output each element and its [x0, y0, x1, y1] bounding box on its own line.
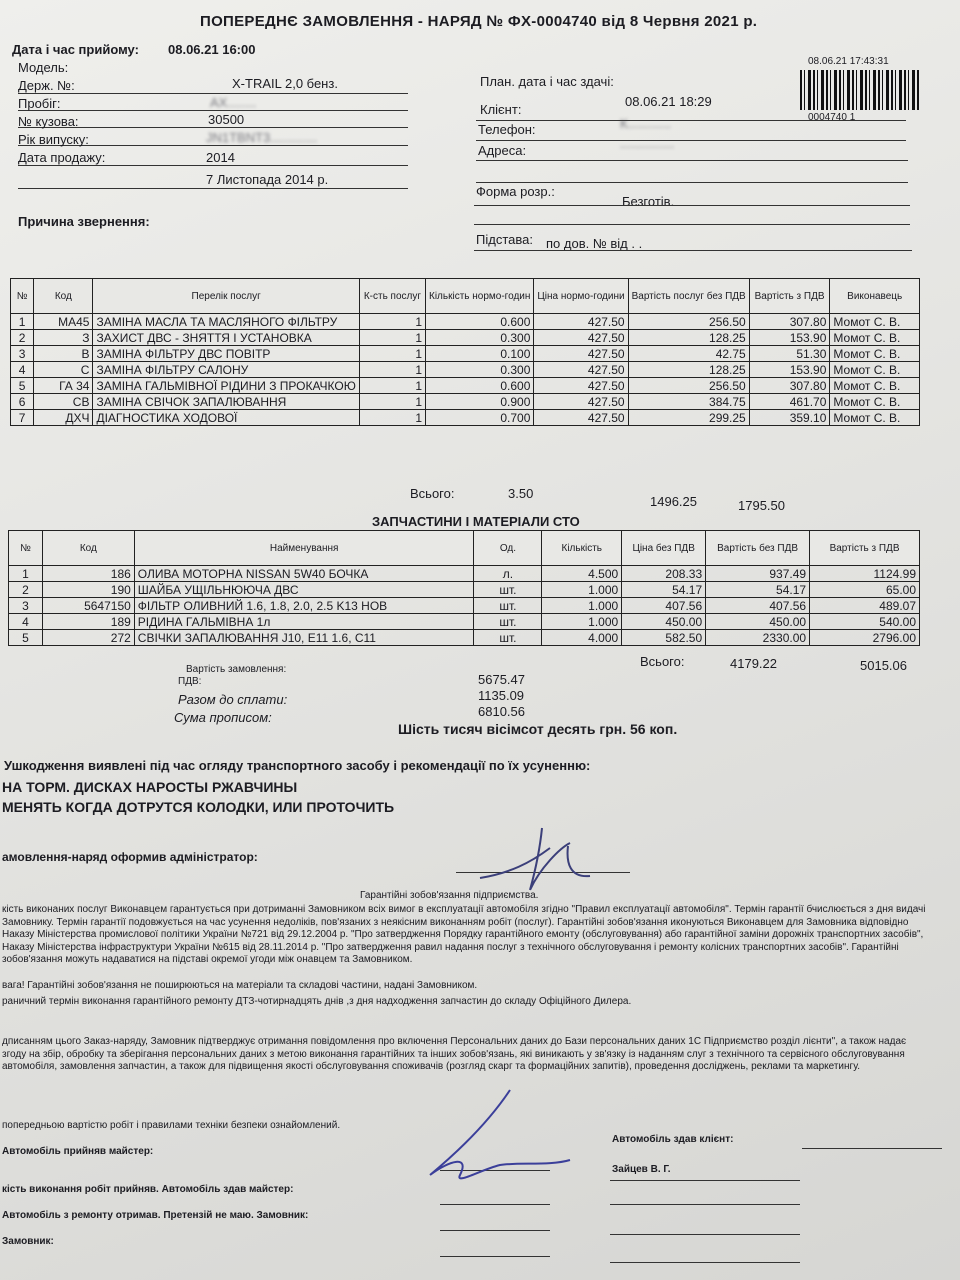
- barcode-timestamp: 08.06.21 17:43:31: [808, 56, 889, 67]
- service-hours: 0.300: [426, 330, 534, 346]
- phone-underline: [476, 140, 906, 141]
- work-accepted-line: [440, 1204, 550, 1205]
- payable-value: 6810.56: [478, 704, 525, 719]
- services-total-net: 1496.25: [650, 494, 697, 509]
- service-hours: 0.100: [426, 346, 534, 362]
- client-line-2: [610, 1204, 800, 1205]
- part-net: 450.00: [706, 614, 810, 630]
- part-gross: 540.00: [810, 614, 920, 630]
- barcode-number: 0004740 1: [808, 112, 856, 123]
- services-col-worker: Виконавець: [830, 279, 920, 314]
- customer-line: [440, 1256, 550, 1257]
- service-gross: 51.30: [749, 346, 830, 362]
- service-number: 6: [11, 394, 34, 410]
- part-qty: 1.000: [542, 582, 622, 598]
- part-name: ОЛИВА МОТОРНА NISSAN 5W40 БОЧКА: [134, 566, 474, 582]
- mileage-label: Пробіг:: [18, 96, 61, 111]
- parts-col-price: Ціна без ПДВ: [622, 531, 706, 566]
- planned-label: План. дата і час здачі:: [480, 74, 614, 89]
- service-qty: 1: [359, 330, 425, 346]
- service-qty: 1: [359, 378, 425, 394]
- service-code: МА45: [34, 314, 93, 330]
- part-qty: 4.000: [542, 630, 622, 646]
- part-gross: 1124.99: [810, 566, 920, 582]
- services-col-net: Вартість послуг без ПДВ: [628, 279, 749, 314]
- service-net: 384.75: [628, 394, 749, 410]
- parts-col-net: Вартість без ПДВ: [706, 531, 810, 566]
- service-qty: 1: [359, 314, 425, 330]
- body-value: JN1TBNT3.............: [206, 130, 318, 145]
- sale-value: 7 Листопада 2014 р.: [206, 172, 329, 187]
- client-name-line: [610, 1180, 800, 1181]
- parts-table: [8, 530, 920, 646]
- services-col-number: №: [11, 279, 34, 314]
- part-unit: л.: [474, 566, 542, 582]
- service-row: [11, 314, 920, 330]
- year-underline: [18, 165, 408, 166]
- client-handed-line: [802, 1148, 942, 1149]
- service-code: З: [34, 330, 93, 346]
- model-underline: [18, 93, 408, 94]
- part-code: 189: [42, 614, 134, 630]
- damage-line-2: МЕНЯТЬ КОГДА ДОТРУТСЯ КОЛОДКИ, ИЛИ ПРОТОЧИТЬ: [2, 799, 395, 815]
- service-worker: Момот С. В.: [830, 378, 920, 394]
- service-net: 256.50: [628, 314, 749, 330]
- part-gross: 65.00: [810, 582, 920, 598]
- services-col-hour-price: Ціна нормо-години: [534, 279, 628, 314]
- vat-value: 1135.09: [478, 688, 525, 703]
- parts-title: ЗАПЧАСТИНИ І МАТЕРІАЛИ СТО: [372, 514, 580, 529]
- part-name: ШАЙБА УЩІЛЬНЮЮЧА ДВС: [134, 582, 474, 598]
- part-row: [9, 614, 920, 630]
- part-price: 582.50: [622, 630, 706, 646]
- year-label: Рік випуску:: [18, 132, 89, 147]
- part-number: 2: [9, 582, 43, 598]
- service-worker: Момот С. В.: [830, 346, 920, 362]
- part-unit: шт.: [474, 582, 542, 598]
- body-label: № кузова:: [18, 114, 79, 129]
- reason-label: Причина звернення:: [18, 214, 150, 229]
- address-underline-2: [476, 182, 908, 183]
- service-name: ЗАМІНА ФІЛЬТРУ САЛОНУ: [93, 362, 359, 378]
- payment-value: Безготів.: [622, 194, 675, 209]
- parts-total-net: 4179.22: [730, 656, 777, 671]
- document-title: ПОПЕРЕДНЄ ЗАМОВЛЕННЯ - НАРЯД № ФХ-0004740 від 8 Червня 2021 р.: [200, 13, 758, 30]
- model-value: X-TRAIL 2,0 бенз.: [232, 76, 338, 91]
- service-hour-price: 427.50: [534, 330, 628, 346]
- service-worker: Момот С. В.: [830, 394, 920, 410]
- part-name: СВІЧКИ ЗАПАЛЮВАННЯ J10, E11 1.6, C11: [134, 630, 474, 646]
- basis-underline: [474, 250, 912, 251]
- service-name: ЗАХИСТ ДВС - ЗНЯТТЯ І УСТАНОВКА: [93, 330, 359, 346]
- services-total-label: Всього:: [410, 486, 455, 501]
- address-label: Адреса:: [478, 143, 527, 158]
- service-name: ДІАГНОСТИКА ХОДОВОЇ: [93, 410, 359, 426]
- client-line-3: [610, 1234, 800, 1235]
- phone-value: ...............: [620, 136, 675, 151]
- service-number: 7: [11, 410, 34, 426]
- services-col-gross: Вартість з ПДВ: [749, 279, 830, 314]
- service-name: ЗАМІНА МАСЛА ТА МАСЛЯНОГО ФІЛЬТРУ: [93, 314, 359, 330]
- sale-label: Дата продажу:: [18, 150, 106, 165]
- service-worker: Момот С. В.: [830, 362, 920, 378]
- part-gross: 489.07: [810, 598, 920, 614]
- services-col-hours: Кількість нормо-годин: [426, 279, 534, 314]
- service-row: [11, 394, 920, 410]
- address-underline-1: [476, 160, 908, 161]
- part-code: 190: [42, 582, 134, 598]
- model-label: Модель:: [18, 60, 69, 75]
- service-worker: Момот С. В.: [830, 330, 920, 346]
- service-hours: 0.600: [426, 314, 534, 330]
- part-code: 186: [42, 566, 134, 582]
- barcode: [800, 70, 920, 110]
- services-total-hours: 3.50: [508, 486, 534, 501]
- parts-col-qty: Кількість: [542, 531, 622, 566]
- services-header-row: [11, 279, 920, 314]
- service-gross: 461.70: [749, 394, 830, 410]
- client-label: Клієнт:: [480, 102, 522, 117]
- part-unit: шт.: [474, 614, 542, 630]
- service-net: 42.75: [628, 346, 749, 362]
- warranty-title: Гарантійні зобов'язання підприємства.: [360, 890, 539, 901]
- parts-col-unit: Од.: [474, 531, 542, 566]
- year-value: 2014: [206, 150, 235, 165]
- damage-heading: Ушкодження виявлені під час огляду транспортного засобу і рекомендації по їх усуненню:: [4, 758, 591, 773]
- order-cost-label: Вартість замовлення:: [186, 664, 287, 675]
- mileage-value: 30500: [208, 112, 245, 127]
- sale-underline: [18, 188, 408, 189]
- service-name: ЗАМІНА СВІЧОК ЗАПАЛЮВАННЯ: [93, 394, 359, 410]
- extra-underline: [474, 224, 910, 225]
- service-net: 256.50: [628, 378, 749, 394]
- warranty-paragraph-2: вага! Гарантійні зобов'язання не поширюються на матеріали та складові частини, надані Замовником.: [2, 980, 478, 991]
- service-hour-price: 427.50: [534, 314, 628, 330]
- service-gross: 307.80: [749, 314, 830, 330]
- service-net: 299.25: [628, 410, 749, 426]
- payment-underline: [474, 205, 910, 206]
- car-received-line: [440, 1230, 550, 1231]
- part-code: 5647150: [42, 598, 134, 614]
- service-gross: 153.90: [749, 362, 830, 378]
- part-unit: шт.: [474, 598, 542, 614]
- service-hours: 0.300: [426, 362, 534, 378]
- part-row: [9, 630, 920, 646]
- service-code: СВ: [34, 394, 93, 410]
- service-row: [11, 410, 920, 426]
- part-row: [9, 598, 920, 614]
- service-qty: 1: [359, 362, 425, 378]
- work-accepted-label: кість виконання робіт прийняв. Автомобіль здав майстер:: [2, 1184, 294, 1195]
- warranty-paragraph-1: кість виконаних послуг Виконавцем гарантується при дотриманні Замовником всіх вимог в експлуатації автомобіля згідно "Правил експлуатації автомобіля". Термін гарантії бчислюється з дня видачі Замовнику. Термін гарантії подовжується на час усунення недоліків, пов'язаних з неякісним виконанням робіт (послуг). Гарантійні зобов'язання иконуються Виконавцем для Замовника відповідно Наказу Міністерства промислової політики України №721 від 29.12.2004 р. "Про затвердження Порядку гарантійного емонту (обслуговування) або гарантійної заміни дорожніх транспортних засобів", Наказу Міністерства інфраструктури України №615 від 28.11.2014 р. "Про затвердження равил надання послуг з технічного обслуговування і ремонту колісних транспортних засобів". Гарантійні зобов'язання можуть надаватися на підставі окремої угоди між онавцем та Замовником.: [2, 904, 926, 965]
- admin-signature: [470, 818, 610, 898]
- client-signature: [400, 1080, 600, 1190]
- part-number: 4: [9, 614, 43, 630]
- part-net: 937.49: [706, 566, 810, 582]
- service-code: С: [34, 362, 93, 378]
- service-hour-price: 427.50: [534, 346, 628, 362]
- part-price: 450.00: [622, 614, 706, 630]
- part-net: 54.17: [706, 582, 810, 598]
- parts-col-name: Найменування: [134, 531, 474, 566]
- part-net: 407.56: [706, 598, 810, 614]
- service-name: ЗАМІНА ГАЛЬМІВНОЇ РІДИНИ З ПРОКАЧКОЮ: [93, 378, 359, 394]
- master-received-label: Автомобіль прийняв майстер:: [2, 1146, 154, 1157]
- parts-col-number: №: [9, 531, 43, 566]
- part-unit: шт.: [474, 630, 542, 646]
- part-qty: 4.500: [542, 566, 622, 582]
- service-code: ДХЧ: [34, 410, 93, 426]
- parts-total-gross: 5015.06: [860, 658, 907, 673]
- plate-label: Держ. №:: [18, 78, 75, 93]
- service-hour-price: 427.50: [534, 410, 628, 426]
- service-number: 5: [11, 378, 34, 394]
- phone-label: Телефон:: [478, 122, 536, 137]
- services-col-name: Перелік послуг: [93, 279, 359, 314]
- part-name: ФІЛЬТР ОЛИВНИЙ 1.6, 1.8, 2.0, 2.5 K13 НОВ: [134, 598, 474, 614]
- service-number: 2: [11, 330, 34, 346]
- services-col-code: Код: [34, 279, 93, 314]
- warranty-paragraph-3: раничний термін виконання гарантійного ремонту ДТЗ-чотирнадцять днів ,з дня надходження запчастин до складу Офіційного Дилера.: [2, 996, 632, 1007]
- client-value: К............: [620, 116, 671, 131]
- date-received-label: Дата і час прийому:: [12, 42, 139, 57]
- parts-header-row: [9, 531, 920, 566]
- part-net: 2330.00: [706, 630, 810, 646]
- plate-underline: [18, 110, 408, 111]
- service-name: ЗАМІНА ФІЛЬТРУ ДВС ПОВІТР: [93, 346, 359, 362]
- service-number: 1: [11, 314, 34, 330]
- part-qty: 1.000: [542, 598, 622, 614]
- part-qty: 1.000: [542, 614, 622, 630]
- damage-line-1: НА ТОРМ. ДИСКАХ НАРОСТЫ РЖАВЧИНЫ: [2, 779, 298, 795]
- service-hour-price: 427.50: [534, 362, 628, 378]
- service-code: В: [34, 346, 93, 362]
- service-worker: Момот С. В.: [830, 314, 920, 330]
- part-row: [9, 566, 920, 582]
- part-gross: 2796.00: [810, 630, 920, 646]
- service-row: [11, 346, 920, 362]
- service-hours: 0.600: [426, 378, 534, 394]
- service-hour-price: 427.50: [534, 378, 628, 394]
- client-line-4: [610, 1262, 800, 1263]
- service-net: 128.25: [628, 330, 749, 346]
- basis-value: по дов. № від . .: [546, 236, 643, 251]
- consent-paragraph: дписанням цього Заказ-наряду, Замовник підтверджує отримання повідомлення про включення Персональних даних до Бази персональних даних 1С Підприємство розділ лієнти", а також надає згоду на збір, обробку та зберігання персональних даних з метою виконання гарантійних та інших зобов'язань, які виникають у зв'язку із наданням слуг з технічного та сервісного обслуговування автомобіля, замовлення запчастин, а також для підвищення якості обслуговування споживачів (розгляд скарг та формаційних запитів), проведення досліджень, реклами та маркетингу.: [2, 1036, 907, 1072]
- part-code: 272: [42, 630, 134, 646]
- part-price: 208.33: [622, 566, 706, 582]
- client-name: Зайцев В. Г.: [612, 1164, 671, 1175]
- client-handed-label: Автомобіль здав клієнт:: [612, 1134, 734, 1145]
- part-number: 3: [9, 598, 43, 614]
- services-total-gross: 1795.50: [738, 498, 785, 513]
- parts-col-code: Код: [42, 531, 134, 566]
- acknowledge-text: попередньою вартістю робіт і правилами техніки безпеки ознайомлений.: [2, 1120, 341, 1131]
- customer-label: Замовник:: [2, 1236, 54, 1247]
- basis-label: Підстава:: [476, 232, 533, 247]
- service-net: 128.25: [628, 362, 749, 378]
- service-row: [11, 362, 920, 378]
- planned-value: 08.06.21 18:29: [625, 94, 712, 109]
- parts-col-gross: Вартість з ПДВ: [810, 531, 920, 566]
- client-underline: [476, 120, 906, 121]
- amount-words-value: Шість тисяч вісімсот десять грн. 56 коп.: [398, 721, 678, 737]
- admin-label: амовлення-наряд оформив адміністратор:: [2, 850, 258, 864]
- payable-label: Разом до сплати:: [178, 692, 288, 707]
- part-price: 407.56: [622, 598, 706, 614]
- vat-label: ПДВ:: [178, 676, 202, 687]
- service-gross: 153.90: [749, 330, 830, 346]
- service-row: [11, 330, 920, 346]
- services-table: [10, 278, 920, 426]
- service-hour-price: 427.50: [534, 394, 628, 410]
- plate-value: АХ........: [210, 95, 257, 110]
- service-qty: 1: [359, 410, 425, 426]
- service-gross: 307.80: [749, 378, 830, 394]
- part-number: 5: [9, 630, 43, 646]
- part-name: РІДИНА ГАЛЬМІВНА 1л: [134, 614, 474, 630]
- date-received-value: 08.06.21 16:00: [168, 42, 256, 57]
- parts-total-label: Всього:: [640, 654, 685, 669]
- amount-words-label: Сума прописом:: [174, 710, 272, 725]
- service-hours: 0.700: [426, 410, 534, 426]
- service-number: 3: [11, 346, 34, 362]
- order-cost-value: 5675.47: [478, 672, 525, 687]
- car-received-label: Автомобіль з ремонту отримав. Претензій не маю. Замовник:: [2, 1210, 309, 1221]
- service-hours: 0.900: [426, 394, 534, 410]
- service-number: 4: [11, 362, 34, 378]
- service-qty: 1: [359, 394, 425, 410]
- payment-label: Форма розр.:: [476, 184, 555, 199]
- part-row: [9, 582, 920, 598]
- service-worker: Момот С. В.: [830, 410, 920, 426]
- part-number: 1: [9, 566, 43, 582]
- service-code: ГА 34: [34, 378, 93, 394]
- service-gross: 359.10: [749, 410, 830, 426]
- service-qty: 1: [359, 346, 425, 362]
- part-price: 54.17: [622, 582, 706, 598]
- service-row: [11, 378, 920, 394]
- services-col-qty: К-сть послуг: [359, 279, 425, 314]
